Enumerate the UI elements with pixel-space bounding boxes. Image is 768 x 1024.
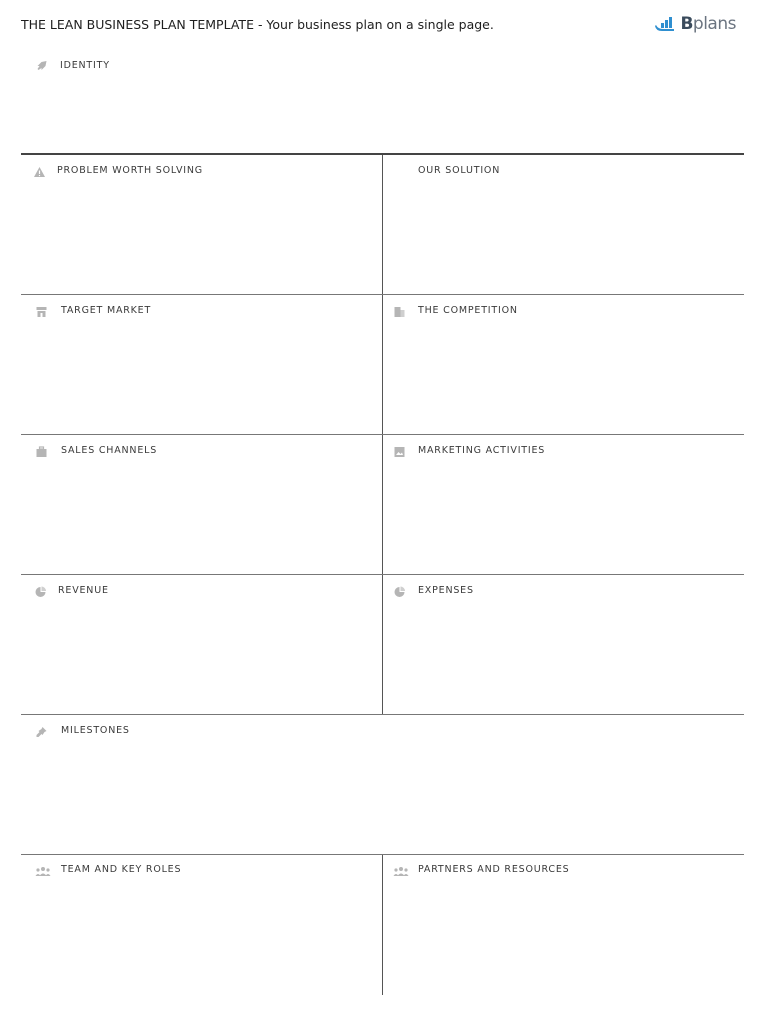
problem-section[interactable] bbox=[21, 155, 383, 294]
bar-chart-hand-icon bbox=[655, 16, 677, 32]
identity-section[interactable] bbox=[21, 50, 744, 154]
image-icon bbox=[393, 446, 406, 458]
team-label: TEAM AND KEY ROLES bbox=[61, 864, 182, 875]
milestones-label: MILESTONES bbox=[61, 725, 130, 736]
people-icon bbox=[35, 865, 51, 877]
identity-label: IDENTITY bbox=[60, 60, 110, 71]
expenses-section[interactable] bbox=[383, 575, 744, 714]
storefront-icon bbox=[35, 306, 48, 318]
row-problem-solution bbox=[21, 155, 744, 295]
people-icon bbox=[393, 865, 409, 877]
sales-channels-label: SALES CHANNELS bbox=[61, 445, 158, 456]
partners-label: PARTNERS AND RESOURCES bbox=[418, 864, 570, 875]
team-section[interactable] bbox=[21, 855, 383, 995]
page-title: THE LEAN BUSINESS PLAN TEMPLATE - Your business plan on a single page. bbox=[21, 17, 494, 32]
bplans-logo bbox=[655, 14, 736, 34]
revenue-section[interactable] bbox=[21, 575, 383, 714]
problem-label: PROBLEM WORTH SOLVING bbox=[57, 165, 203, 176]
partners-section[interactable] bbox=[383, 855, 744, 995]
pie-chart-icon bbox=[34, 586, 47, 598]
pushpin-icon bbox=[35, 726, 48, 738]
row-market-competition bbox=[21, 295, 744, 435]
logo-wordmark: Bplans bbox=[680, 14, 736, 34]
expenses-label: EXPENSES bbox=[418, 585, 474, 596]
rocket-icon bbox=[35, 60, 48, 72]
target-market-label: TARGET MARKET bbox=[61, 305, 152, 316]
row-milestones bbox=[21, 715, 744, 855]
row-team-partners bbox=[21, 855, 744, 995]
solution-label: OUR SOLUTION bbox=[418, 165, 501, 176]
briefcase-icon bbox=[35, 446, 48, 458]
building-icon bbox=[393, 306, 406, 318]
competition-label: THE COMPETITION bbox=[418, 305, 518, 316]
target-market-section[interactable] bbox=[21, 295, 383, 434]
warning-icon bbox=[33, 166, 46, 178]
row-revenue-expenses bbox=[21, 575, 744, 715]
sales-channels-section[interactable] bbox=[21, 435, 383, 574]
competition-section[interactable] bbox=[383, 295, 744, 434]
marketing-section[interactable] bbox=[383, 435, 744, 574]
marketing-label: MARKETING ACTIVITIES bbox=[418, 445, 546, 456]
revenue-label: REVENUE bbox=[58, 585, 109, 596]
plan-grid bbox=[21, 153, 744, 995]
milestones-section[interactable] bbox=[21, 715, 744, 854]
pie-chart-icon bbox=[393, 586, 406, 598]
solution-section[interactable] bbox=[383, 155, 744, 294]
row-sales-marketing bbox=[21, 435, 744, 575]
